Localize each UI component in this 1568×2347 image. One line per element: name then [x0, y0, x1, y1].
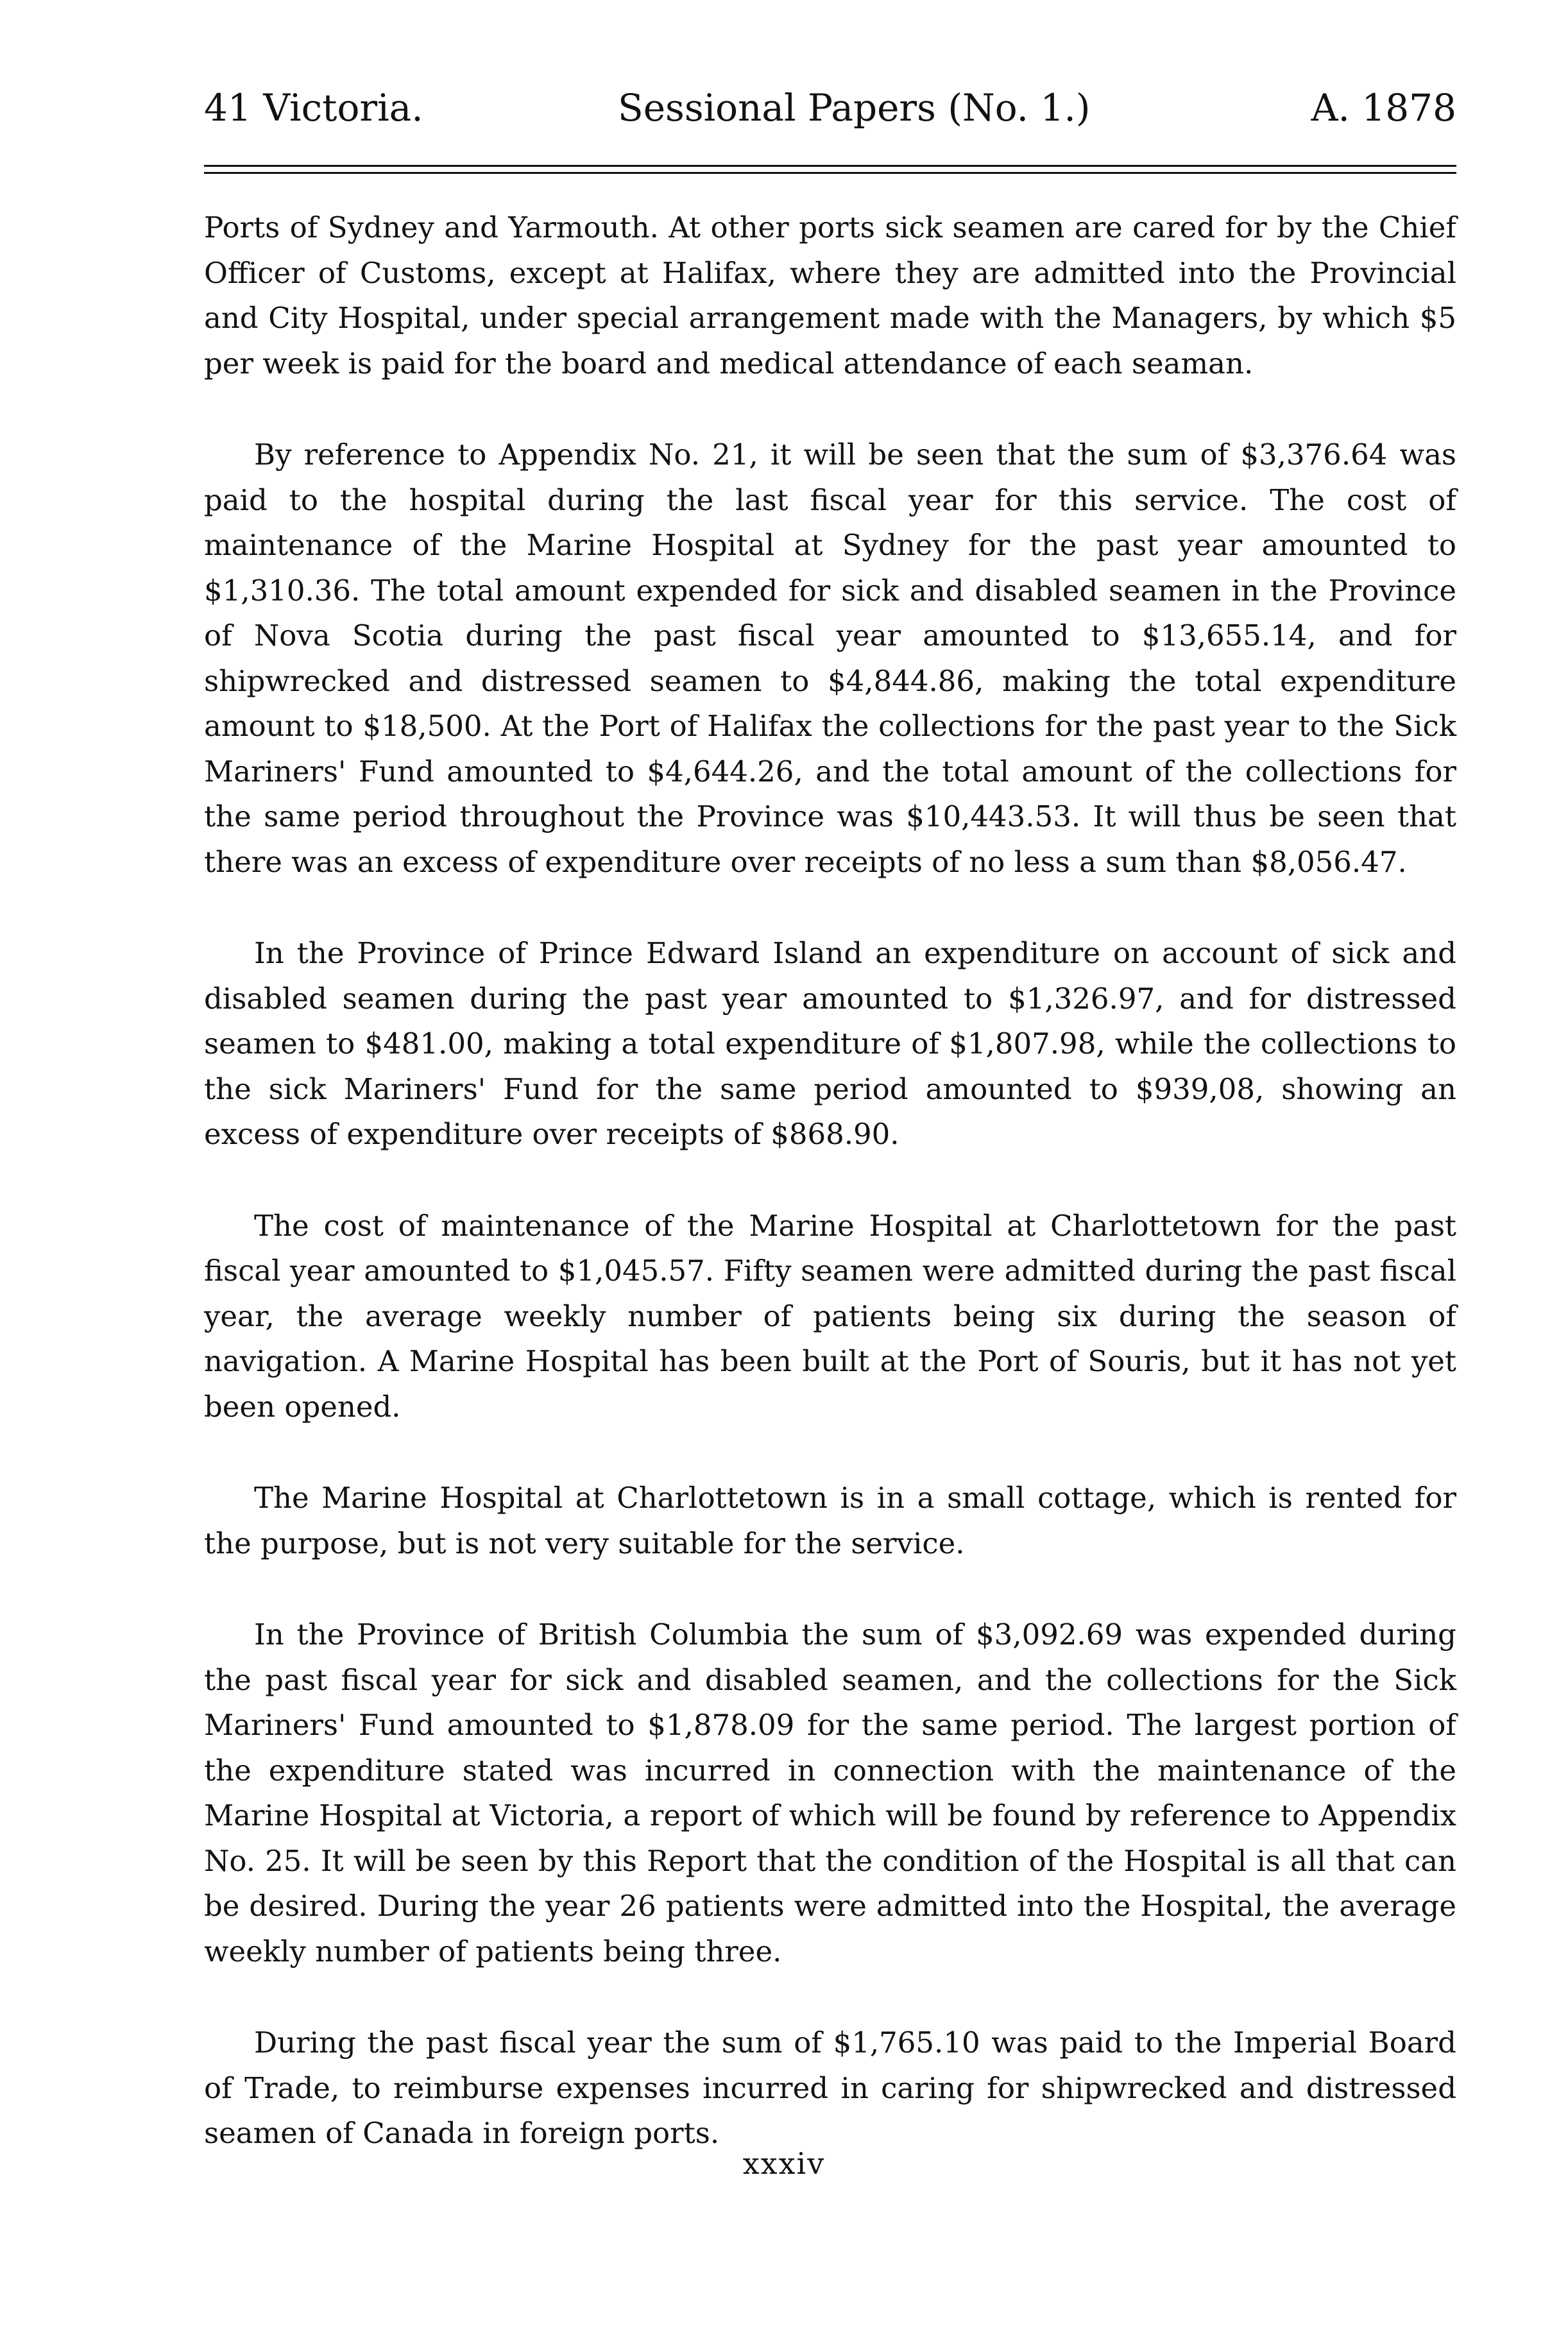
header-rule-bottom — [204, 172, 1456, 174]
paragraph-prince-edward-island: In the Province of Prince Edward Island an expenditure on account of sick and disabled seamen during the past year amounted to $1,326.97, and for distressed seamen to $481.00, making a total expenditure of $1,807.98, while the collections to the sick Mariners' Fund for the same period amounted to $939,08, showing an excess of expenditure over receipts of $868.90. — [204, 936, 1456, 1151]
paragraph-nova-scotia: By reference to Appendix No. 21, it will be seen that the sum of $3,376.64 was paid to the hospital during the last fiscal year for this service. The cost of maintenance of the Marine Hospital at Sydney for the past year amounted to $1,310.36. The total amount expended for sick and disabled seamen in the Province of Nova Scotia during the past fiscal year amounted to $13,655.14, and for shipwrecked and distressed seamen to $4,844.86, making the total expenditure amount to $18,500. At the Port of Halifax the collections for the past year to the Sick Mariners' Fund amounted to $4,644.26, and the total amount of the collections for the same period throughout the Province was $10,443.53. It will thus be seen that there was an excess of expenditure over receipts of no less a sum than $8,056.47. — [204, 438, 1456, 879]
paragraph-continuation: Ports of Sydney and Yarmouth. At other ports sick seamen are cared for by the Chief Officer of Customs, except at Halifax, where they are admitted into the Provincial and City Hospital, under special arrangement made with the Managers, by which $5 per week is paid for the board and medical attendance of each seaman. — [204, 210, 1456, 380]
header-title: Sessional Papers (No. 1.) — [618, 86, 1091, 130]
paragraph-charlottetown-cottage: The Marine Hospital at Charlottetown is in a small cottage, which is rented for the purpose, but is not very suitable for the service. — [204, 1481, 1456, 1560]
paragraph-board-of-trade: During the past fiscal year the sum of $1,765.10 was paid to the Imperial Board of Trade, to reimburse expenses incurred in caring for shipwrecked and distressed seamen of Canada in foreign ports. — [204, 2026, 1456, 2150]
header-year: A. 1878 — [1311, 86, 1456, 130]
page-number: xxxiv — [742, 2146, 826, 2181]
paragraph-charlottetown-cost: The cost of maintenance of the Marine Hospital at Charlottetown for the past fiscal year amounted to $1,045.57. Fifty seamen were admitted during the past fiscal year, the average weekly number of patients being six during the season of navigation. A Marine Hospital has been built at the Port of Souris, but it has not yet been opened. — [204, 1208, 1456, 1424]
header-rule-top — [204, 165, 1456, 167]
paragraph-british-columbia: In the Province of British Columbia the sum of $3,092.69 was expended during the past fiscal year for sick and disabled seamen, and the collections for the Sick Mariners' Fund amounted to $1,878.09 for the same period. The largest portion of the expenditure stated was incurred in connection with the maintenance of the Marine Hospital at Victoria, a report of which will be found by reference to Appendix No. 25. It will be seen by this Report that the condition of the Hospital is all that can be desired. During the year 26 patients were admitted into the Hospital, the average weekly number of patients being three. — [204, 1617, 1456, 1968]
page-header — [204, 82, 1456, 133]
page-body — [204, 205, 1456, 2203]
header-session: 41 Victoria. — [204, 86, 423, 130]
